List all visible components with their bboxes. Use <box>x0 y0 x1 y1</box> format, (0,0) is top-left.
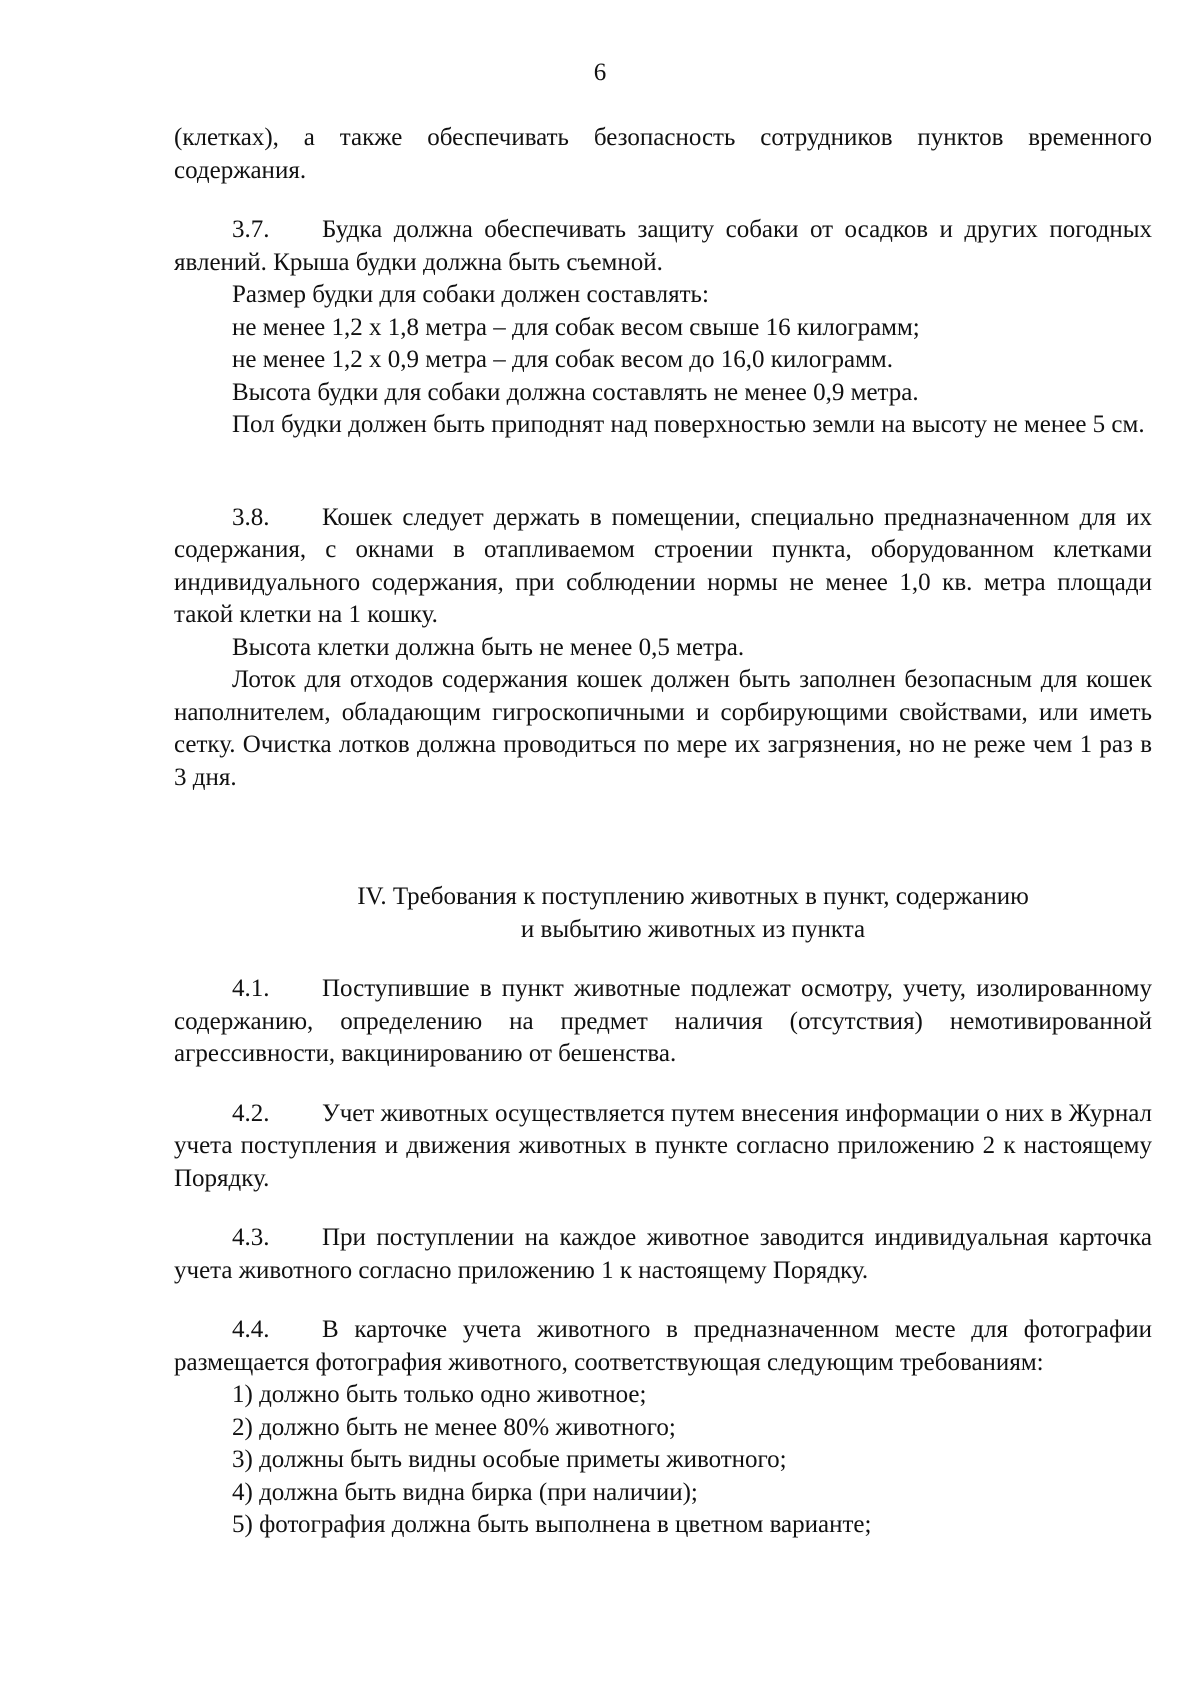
clause-text: Кошек следует держать в помещении, специально предназначенном для их содержания, с окнами в отапливаемом строении пункта, оборудованном клетками индивидуального содержания, при соблюдении нормы не менее 1,0 кв. метра площади такой клетки на 1 кошку. <box>174 503 1152 628</box>
paragraph: не менее 1,2 х 0,9 метра – для собак весом до 16,0 килограмм. <box>232 346 893 373</box>
paragraph: 1) должно быть только одно животное; <box>232 1381 647 1408</box>
page-number: 6 <box>593 59 607 86</box>
paragraph: Высота будки для собаки должна составлять не менее 0,9 метра. <box>232 378 919 406</box>
clause-number: 4.4. <box>232 1316 270 1343</box>
numbered-paragraph <box>174 1222 1152 1287</box>
clause-number: 3.8. <box>232 503 270 531</box>
clause-number: 4.2. <box>232 1099 270 1127</box>
paragraph: 4) должна быть видна бирка (при наличии); <box>232 1478 698 1506</box>
paragraph: Лоток для отходов содержания кошек должен быть заполнен безопасным для кошек наполнителем, обладающим гигроскопичными и сорбирующими свойствами, или иметь сетку. Очистка лотков должна проводиться по мере их загрязнения, но не реже чем 1 раз в 3 дня. <box>174 666 1152 791</box>
clause-text: Будка должна обеспечивать защиту собаки от осадков и других погодных явлений. Крыша будки должна быть съемной. <box>174 216 1152 276</box>
spacer <box>174 794 1152 854</box>
numbered-paragraph <box>174 1098 1152 1196</box>
spacer <box>174 1071 1152 1098</box>
spacer <box>174 1287 1152 1314</box>
clause-text: Поступившие в пункт животные подлежат осмотру, учету, изолированному содержанию, определению на предмет наличия (отсутствия) немотивированной агрессивности, вакцинированию от бешенства. <box>174 975 1152 1067</box>
clause-text: При поступлении на каждое животное заводится индивидуальная карточка учета животного согласно приложению 1 к настоящему Порядку. <box>174 1224 1152 1284</box>
section-heading <box>174 881 1152 946</box>
numbered-paragraph <box>174 973 1152 1071</box>
spacer <box>174 187 1152 214</box>
paragraph: (клетках), а также обеспечивать безопасность сотрудников пунктов временного содержания. <box>174 124 1152 184</box>
spacer <box>174 854 1152 881</box>
numbered-paragraph <box>174 214 1152 279</box>
numbered-paragraph <box>174 502 1152 632</box>
clause-number: 3.7. <box>232 216 270 243</box>
paragraph: Размер будки для собаки должен составлять: <box>232 281 709 308</box>
paragraph: не менее 1,2 х 1,8 метра – для собак весом свыше 16 килограмм; <box>232 313 920 341</box>
paragraph: Пол будки должен быть приподнят над поверхностью земли на высоту не менее 5 см. <box>232 411 1145 438</box>
paragraph: Высота клетки должна быть не менее 0,5 метра. <box>232 633 745 661</box>
clause-number: 4.3. <box>232 1224 270 1251</box>
spacer <box>174 442 1152 502</box>
clause-text: Учет животных осуществляется путем внесения информации о них в Журнал учета поступления и движения животных в пункте согласно приложению 2 к настоящему Порядку. <box>174 1099 1152 1192</box>
clause-text: В карточке учета животного в предназначенном месте для фотографии размещается фотография животного, соответствующая следующим требованиям: <box>174 1316 1152 1376</box>
document-body <box>174 122 1152 1542</box>
spacer <box>174 1195 1152 1222</box>
numbered-paragraph <box>174 1314 1152 1379</box>
section-heading-line: и выбытию животных из пункта <box>520 915 866 943</box>
paragraph: 3) должны быть видны особые приметы животного; <box>232 1446 787 1473</box>
spacer <box>174 946 1152 973</box>
clause-number: 4.1. <box>232 975 270 1002</box>
section-heading-line: IV. Требования к поступлению животных в пункт, содержанию <box>357 883 1029 910</box>
paragraph: 5) фотография должна быть выполнена в цветном варианте; <box>232 1511 872 1538</box>
paragraph: 2) должно быть не менее 80% животного; <box>232 1413 676 1441</box>
